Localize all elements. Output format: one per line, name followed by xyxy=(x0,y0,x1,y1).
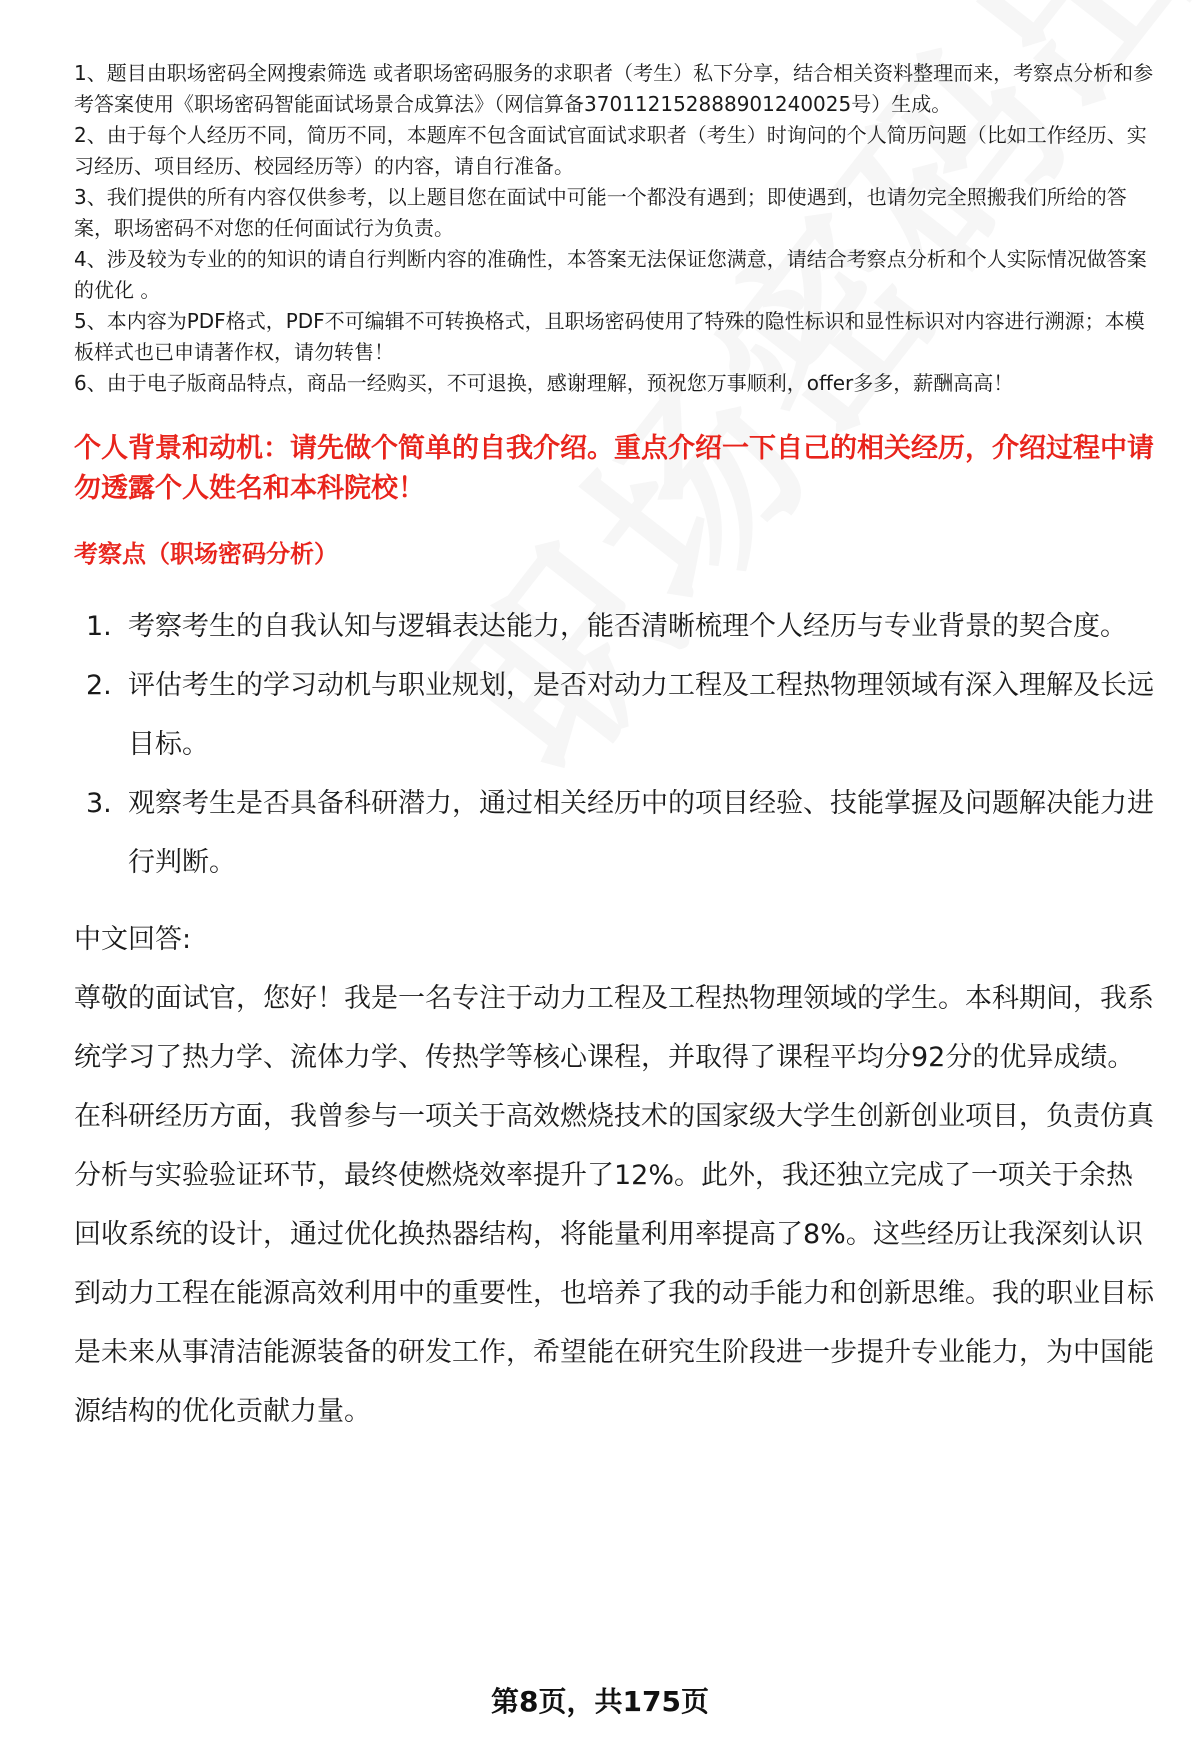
assessment-points xyxy=(74,597,1154,892)
list-item xyxy=(74,597,1154,656)
notice-item: 5、本内容为PDF格式，PDF不可编辑不可转换格式，且职场密码使用了特殊的隐性标识和显性标识对内容进行溯源；本模板样式也已申请著作权，请勿转售！ xyxy=(74,309,1145,364)
answer-label: 中文回答: xyxy=(74,924,192,955)
list-text: 考察考生的自我认知与逻辑表达能力，能否清晰梳理个人经历与专业背景的契合度。 xyxy=(128,611,1127,642)
interview-question: 个人背景和动机：请先做个简单的自我介绍。重点介绍一下自己的相关经历，介绍过程中请勿透露个人姓名和本科院校！ xyxy=(74,433,1154,504)
section-title: 考察点（职场密码分析） xyxy=(74,540,338,568)
notice-item: 4、涉及较为专业的的知识的请自行判断内容的准确性，本答案无法保证您满意，请结合考察点分析和个人实际情况做答案的优化 。 xyxy=(74,247,1147,302)
notice-item: 6、由于电子版商品特点，商品一经购买，不可退换，感谢理解，预祝您万事顺利，offer多多，薪酬高高！ xyxy=(74,371,1014,395)
list-number: 2. xyxy=(86,670,112,701)
list-text: 观察考生是否具备科研潜力，通过相关经历中的项目经验、技能掌握及问题解决能力进行判断。 xyxy=(128,788,1154,878)
notice-item: 1、题目由职场密码全网搜索筛选 或者职场密码服务的求职者（考生）私下分享，结合相关资料整理而来，考察点分析和参考答案使用《职场密码智能面试场景合成算法》（网信算备370112152888901240025号）生成。 xyxy=(74,61,1154,116)
notice-item: 3、我们提供的所有内容仅供参考，以上题目您在面试中可能一个都没有遇到；即使遇到，也请勿完全照搬我们所给的答案，职场密码不对您的任何面试行为负责。 xyxy=(74,185,1127,240)
list-item xyxy=(74,656,1154,774)
notice-list xyxy=(74,58,1154,399)
document-page xyxy=(74,58,1154,1441)
list-number: 3. xyxy=(86,788,112,819)
notice-item: 2、由于每个人经历不同，简历不同，本题库不包含面试官面试求职者（考生）时询问的个人简历问题（比如工作经历、实习经历、项目经历、校园经历等）的内容，请自行准备。 xyxy=(74,123,1147,178)
list-item xyxy=(74,774,1154,892)
list-number: 1. xyxy=(86,611,112,642)
list-text: 评估考生的学习动机与职业规划，是否对动力工程及工程热物理领域有深入理解及长远目标。 xyxy=(128,670,1154,760)
answer-text: 尊敬的面试官，您好！我是一名专注于动力工程及工程热物理领域的学生。本科期间，我系统学习了热力学、流体力学、传热学等核心课程，并取得了课程平均分92分的优异成绩。在科研经历方面，我曾参与一项关于高效燃烧技术的国家级大学生创新创业项目，负责仿真分析与实验验证环节，最终使燃烧效率提升了12%。此外，我还独立完成了一项关于余热回收系统的设计，通过优化换热器结构，将能量利用率提高了8%。这些经历让我深刻认识到动力工程在能源高效利用中的重要性，也培养了我的动手能力和创新思维。我的职业目标是未来从事清洁能源装备的研发工作，希望能在研究生阶段进一步提升专业能力，为中国能源结构的优化贡献力量。 xyxy=(74,983,1154,1427)
page-number: 第8页，共175页 xyxy=(491,1685,709,1718)
